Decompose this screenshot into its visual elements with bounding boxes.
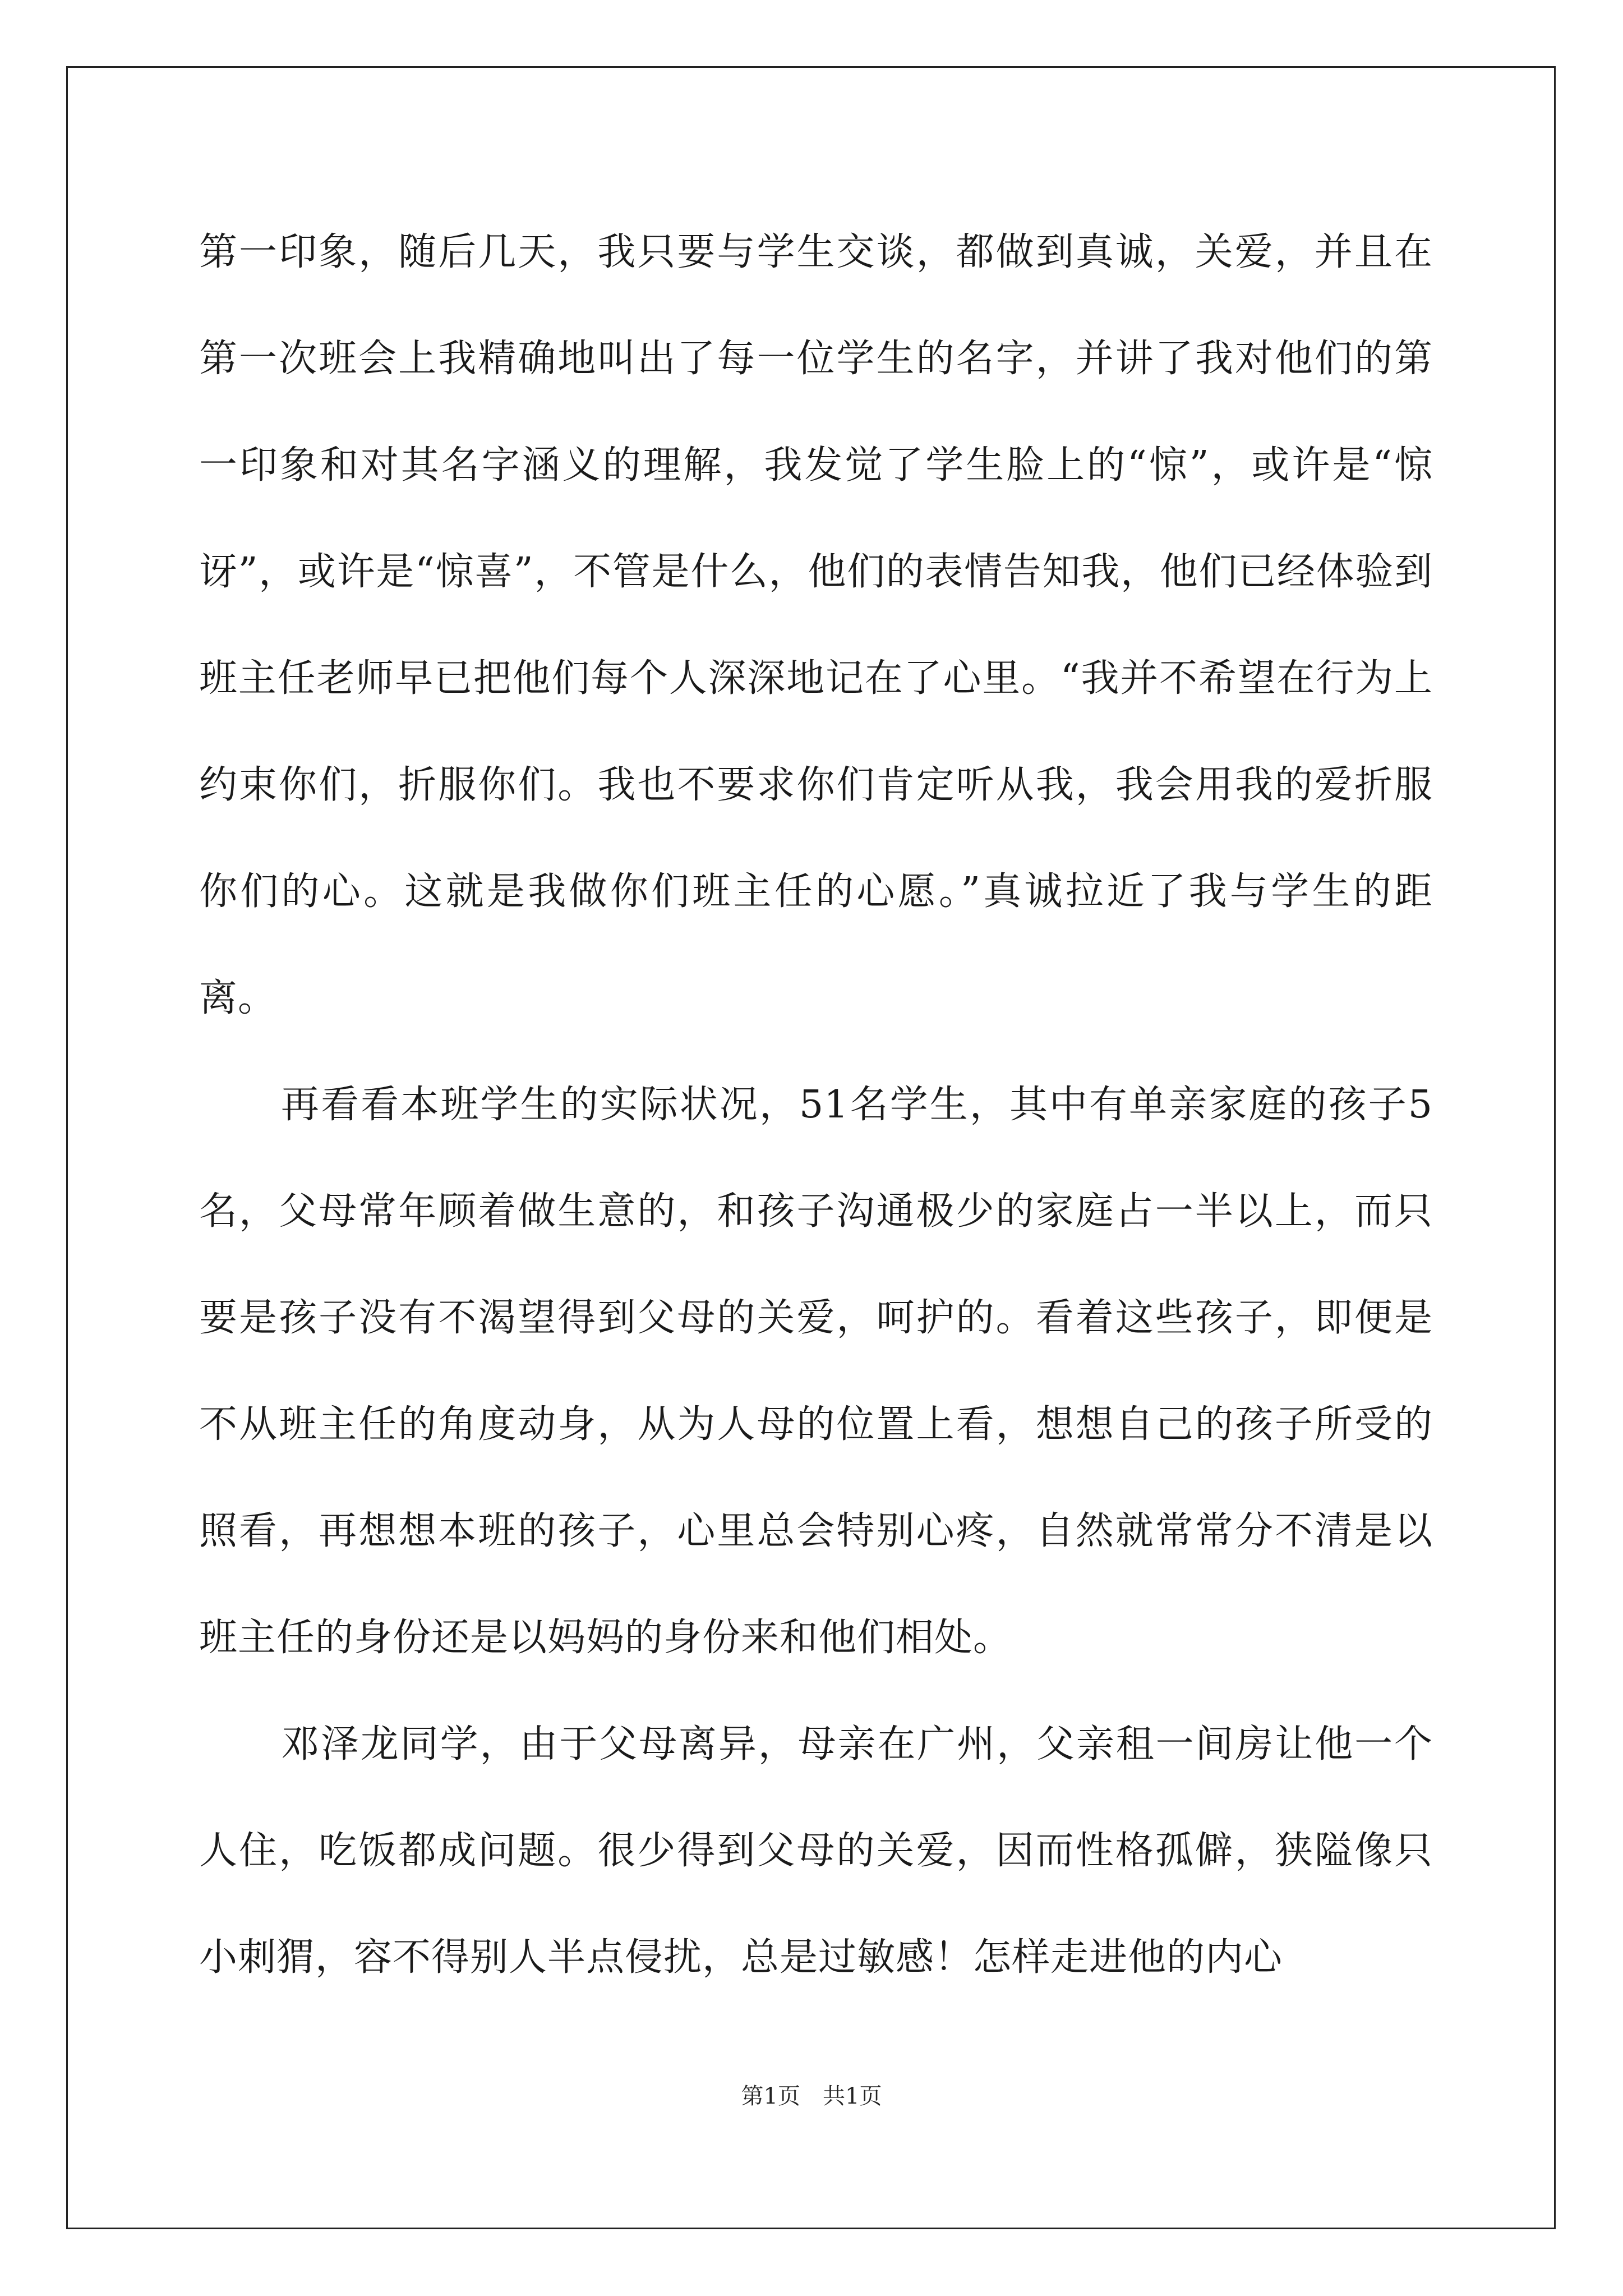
page-number: 第1页 [741,2083,800,2109]
document-body [199,199,1433,2011]
page-total: 共1页 [823,2083,882,2109]
paragraph-3: 邓泽龙同学，由于父母离异，母亲在广州，父亲租一间房让他一个人住，吃饭都成问题。很少得到父母的关爱，因而性格孤僻，狭隘像只小刺猬，容不得别人半点侵扰，总是过敏感！怎样走进他的内心 [199,1722,1433,1980]
paragraph-1: 第一印象，随后几天，我只要与学生交谈，都做到真诚，关爱，并且在第一次班会上我精确地叫出了每一位学生的名字，并讲了我对他们的第一印象和对其名字涵义的理解，我发觉了学生脸上的“惊”，或许是“惊讶”，或许是“惊喜”，不管是什么，他们的表情告知我，他们已经体验到班主任老师早已把他们每个人深深地记在了心里。“我并不希望在行为上约束你们，折服你们。我也不要求你们肯定听从我，我会用我的爱折服你们的心。这就是我做你们班主任的心愿。”真诚拉近了我与学生的距离。 [199,230,1433,1020]
page-footer [0,2082,1623,2110]
paragraph-2: 再看看本班学生的实际状况，51名学生，其中有单亲家庭的孩子5名，父母常年顾着做生意的，和孩子沟通极少的家庭占一半以上，而只要是孩子没有不渴望得到父母的关爱，呵护的。看着这些孩子，即便是不从班主任的角度动身，从为人母的位置上看，想想自己的孩子所受的照看，再想想本班的孩子，心里总会特别心疼，自然就常常分不清是以班主任的身份还是以妈妈的身份来和他们相处。 [199,1083,1433,1660]
